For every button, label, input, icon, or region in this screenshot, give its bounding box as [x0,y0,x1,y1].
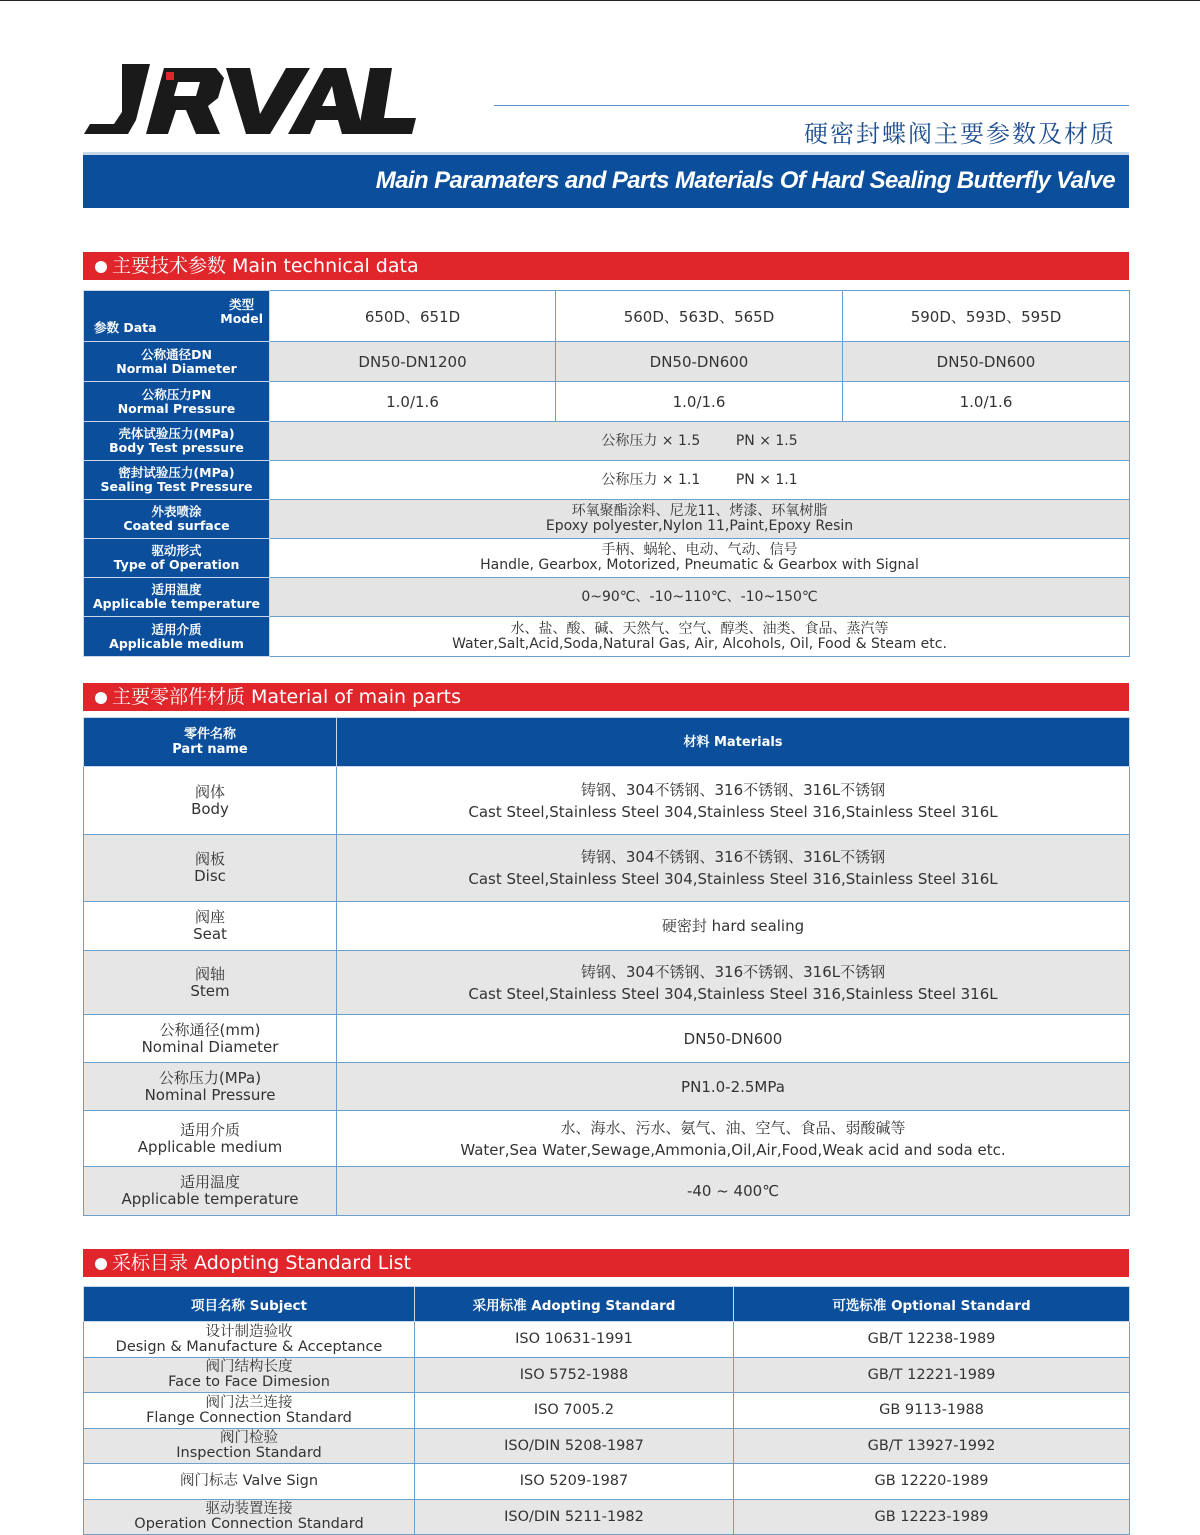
table-row [84,1322,1130,1358]
table-row [84,1464,1130,1500]
part-name-cell: 公称压力(MPa) Nominal Pressure [84,1063,337,1111]
value-cell: 水、盐、酸、碱、天然气、空气、醇类、油类、食品、蒸汽等 Water,Salt,Acid,Soda,Natural Gas, Air, Alcohols, Oil, Food & Steam etc. [270,617,1130,657]
table-header-row [84,1287,1130,1322]
value-cell: 0~90℃、-10~110℃、-10~150℃ [270,578,1130,617]
optional-cell: GB 9113-1988 [734,1393,1130,1429]
table-row [84,1393,1130,1429]
subject-cell: 阀门标志 Valve Sign [84,1464,415,1500]
row-label: 驱动形式 Type of Operation [84,539,270,578]
bullet-icon [95,261,107,273]
adopting-cell: ISO/DIN 5208-1987 [415,1429,734,1464]
row-label: 壳体试验压力(MPa) Body Test pressure [84,422,270,461]
material-cell: DN50-DN600 [337,1015,1130,1063]
tech-data-table [83,290,1130,657]
part-name-cell: 阀体 Body [84,767,337,835]
optional-header: 可选标准 Optional Standard [734,1287,1130,1322]
corner-model-label: 类型 Model [220,296,263,326]
adopting-cell: ISO/DIN 5211-1982 [415,1500,734,1535]
material-cell: 硬密封 hard sealing [337,902,1130,951]
material-cell: 水、海水、污水、氨气、油、空气、食品、弱酸碱等 Water,Sea Water,Sewage,Ammonia,Oil,Air,Food,Weak acid and soda etc. [337,1111,1130,1167]
bullet-icon [95,692,107,704]
optional-cell: GB/T 12238-1989 [734,1322,1130,1358]
part-name-cell: 阀座 Seat [84,902,337,951]
subtitle-rule [494,105,1129,106]
material-cell: 铸钢、304不锈钢、316不锈钢、316L不锈钢 Cast Steel,Stainless Steel 304,Stainless Steel 316,Stainless Steel 316L [337,835,1130,902]
subject-header: 项目名称 Subject [84,1287,415,1322]
row-label: 外表喷涂 Coated surface [84,500,270,539]
table-row [84,578,1130,617]
material-cell: 铸钢、304不锈钢、316不锈钢、316L不锈钢 Cast Steel,Stainless Steel 304,Stainless Steel 316,Stainless Steel 316L [337,767,1130,835]
table-row [84,767,1130,835]
table-row [84,500,1130,539]
table-row [84,1063,1130,1111]
row-label: 适用温度 Applicable temperature [84,578,270,617]
materials-header: 材料 Materials [337,718,1130,767]
part-name-cell: 阀板 Disc [84,835,337,902]
material-cell: -40 ~ 400℃ [337,1167,1130,1216]
value-cell: DN50-DN1200 [270,342,556,382]
value-cell: 公称压力 × 1.5 PN × 1.5 [270,422,1130,461]
part-name-cell: 公称通径(mm) Nominal Diameter [84,1015,337,1063]
table-row [84,461,1130,500]
value-cell: 1.0/1.6 [843,382,1130,422]
materials-table [83,717,1130,1216]
subject-cell: 阀门检验 Inspection Standard [84,1429,415,1464]
part-name-cell: 适用介质 Applicable medium [84,1111,337,1167]
row-label: 公称通径DN Normal Diameter [84,342,270,382]
standards-table [83,1286,1130,1535]
subject-cell: 驱动装置连接 Operation Connection Standard [84,1500,415,1535]
table-row [84,422,1130,461]
adopting-header: 采用标准 Adopting Standard [415,1287,734,1322]
value-cell: 手柄、蜗轮、电动、气动、信号 Handle, Gearbox, Motorized, Pneumatic & Gearbox with Signal [270,539,1130,578]
table-row [84,902,1130,951]
material-cell: PN1.0-2.5MPa [337,1063,1130,1111]
bullet-icon [95,1258,107,1270]
corner-data-label: 参数 Data [94,319,157,335]
value-cell: 1.0/1.6 [556,382,843,422]
table-row [84,291,1130,342]
optional-cell: GB/T 12221-1989 [734,1358,1130,1393]
model-cell: 590D、593D、595D [843,291,1130,342]
cn-subtitle: 硬密封蝶阀主要参数及材质 [804,120,1116,148]
value-cell: DN50-DN600 [556,342,843,382]
value-cell: DN50-DN600 [843,342,1130,382]
table-row [84,1429,1130,1464]
table-row [84,1111,1130,1167]
subject-cell: 阀门法兰连接 Flange Connection Standard [84,1393,415,1429]
row-label: 密封试验压力(MPa) Sealing Test Pressure [84,461,270,500]
subject-cell: 设计制造验收 Design & Manufacture & Acceptance [84,1322,415,1358]
title-banner [83,152,1129,208]
banner-title: Main Paramaters and Parts Materials Of Hard Sealing Butterfly Valve [375,167,1115,194]
adopting-cell: ISO 7005.2 [415,1393,734,1429]
table-row [84,1358,1130,1393]
value-cell: 1.0/1.6 [270,382,556,422]
section-tech-title: 主要技术参数 Main technical data [112,255,419,277]
material-cell: 铸钢、304不锈钢、316不锈钢、316L不锈钢 Cast Steel,Stainless Steel 304,Stainless Steel 316,Stainless Steel 316L [337,951,1130,1015]
table-row [84,539,1130,578]
adopting-cell: ISO 10631-1991 [415,1322,734,1358]
table-row [84,1500,1130,1535]
row-label: 公称压力PN Normal Pressure [84,382,270,422]
part-name-header: 零件名称 Part name [84,718,337,767]
section-materials-header [83,683,1129,711]
adopting-cell: ISO 5209-1987 [415,1464,734,1500]
part-name-cell: 适用温度 Applicable temperature [84,1167,337,1216]
row-label: 适用介质 Applicable medium [84,617,270,657]
section-materials-title: 主要零部件材质 Material of main parts [112,686,461,708]
optional-cell: GB/T 13927-1992 [734,1429,1130,1464]
table-row [84,382,1130,422]
part-name-cell: 阀轴 Stem [84,951,337,1015]
top-border-line [0,0,1200,1]
corner-header [84,291,270,342]
model-cell: 560D、563D、565D [556,291,843,342]
table-row [84,951,1130,1015]
value-cell: 公称压力 × 1.1 PN × 1.1 [270,461,1130,500]
table-row [84,342,1130,382]
table-row [84,617,1130,657]
subject-cell: 阀门结构长度 Face to Face Dimesion [84,1358,415,1393]
jrval-logo [84,60,416,142]
section-standards-header [83,1249,1129,1277]
model-cell: 650D、651D [270,291,556,342]
table-row [84,1167,1130,1216]
table-header-row [84,718,1130,767]
section-tech-header [83,252,1129,280]
optional-cell: GB 12220-1989 [734,1464,1130,1500]
value-cell: 环氧聚酯涂料、尼龙11、烤漆、环氧树脂 Epoxy polyester,Nylon 11,Paint,Epoxy Resin [270,500,1130,539]
adopting-cell: ISO 5752-1988 [415,1358,734,1393]
table-row [84,835,1130,902]
section-standards-title: 采标目录 Adopting Standard List [112,1252,412,1274]
optional-cell: GB 12223-1989 [734,1500,1130,1535]
table-row [84,1015,1130,1063]
